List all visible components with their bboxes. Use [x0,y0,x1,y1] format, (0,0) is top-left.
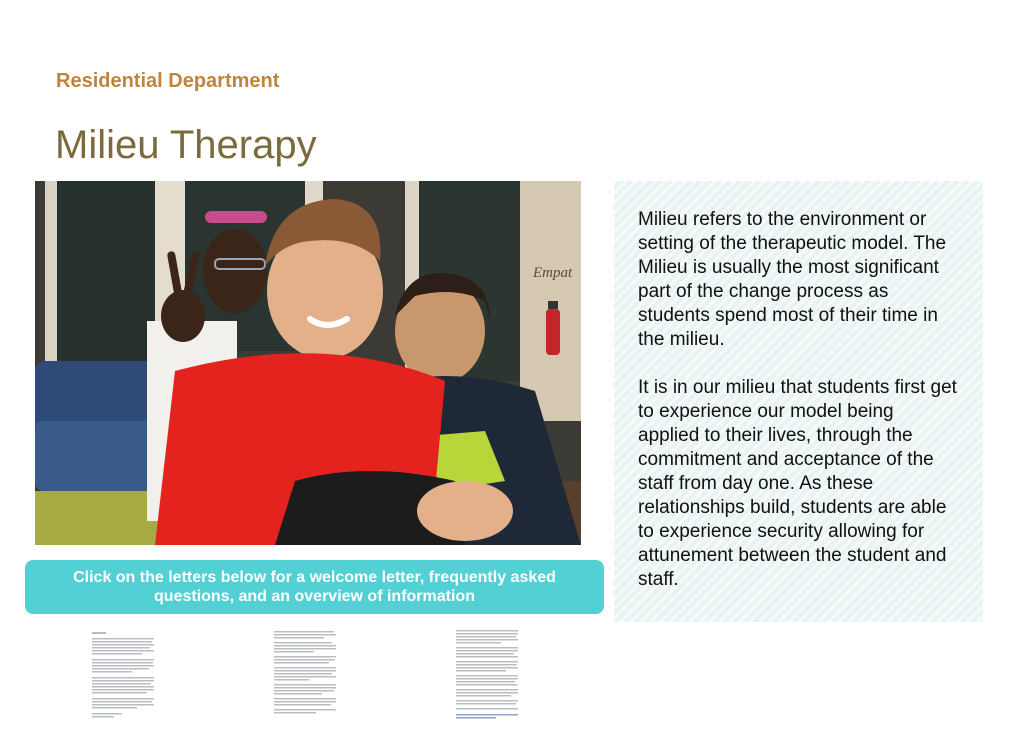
students-photo [35,181,581,545]
department-label: Residential Department [56,70,280,92]
wall-sign-text: Empat [533,265,573,281]
milieu-paragraph-1: Milieu refers to the environment or setting of the therapeutic model. The Milieu is usually the most significant part of the change process as students spend most of their time in the milieu. [638,209,947,350]
documents-instruction-banner[interactable]: Click on the letters below for a welcome letter, frequently asked questions, and an overview of information [25,560,604,614]
page-title: Milieu Therapy [55,123,317,167]
overview-document-thumbnail-icon[interactable] [452,628,522,722]
welcome-letter-thumbnail-icon[interactable] [88,628,158,722]
milieu-description-panel [614,181,983,622]
faq-document-thumbnail-icon[interactable] [270,628,340,722]
milieu-paragraph-2: It is in our milieu that students first get to experience our model being applied to their lives, through the commitment and acceptance of the staff from day one. As these relationships build, students are able to experience security allowing for attunement between the student and staff. [638,377,957,590]
